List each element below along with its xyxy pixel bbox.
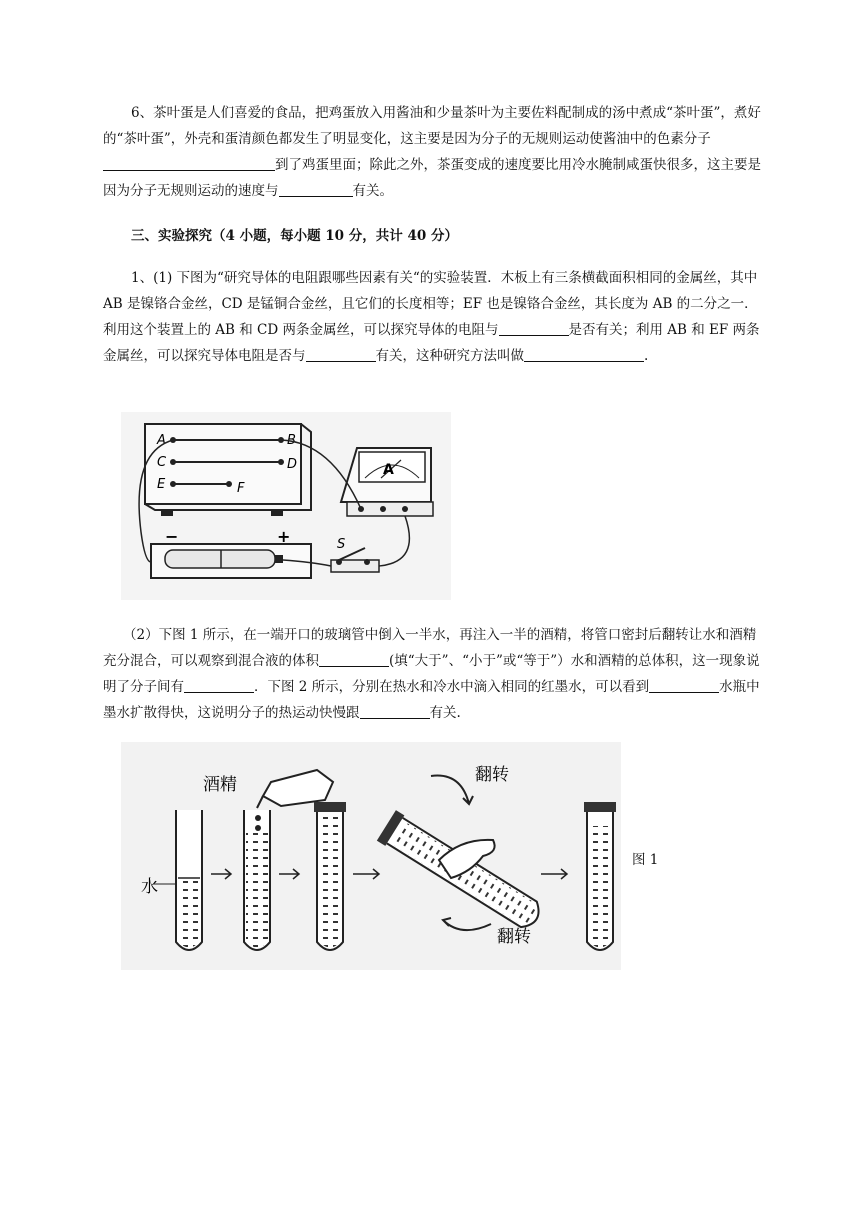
- battery-minus: −: [165, 527, 179, 546]
- q6-blank-2[interactable]: [279, 182, 353, 197]
- q1b-blank-2[interactable]: [184, 678, 254, 693]
- q6-blank-1[interactable]: [103, 156, 275, 171]
- q1a-blank-3[interactable]: [524, 347, 644, 362]
- q1b-text-5: 有关.: [429, 705, 461, 721]
- ammeter-label: A: [383, 462, 394, 478]
- switch-label: S: [337, 537, 346, 552]
- tube-2: [244, 810, 270, 950]
- label-c: C: [157, 455, 167, 470]
- q6-text-3: 有关。: [352, 183, 393, 199]
- q1b-blank-1[interactable]: [319, 652, 389, 667]
- tube-final: [584, 802, 616, 950]
- q1b-text-3: ．下图 2 所示，分别在热水和冷水中滴入相同的红墨水，可以看到: [254, 679, 650, 695]
- question-1-part-2: [103, 622, 763, 726]
- q1a-text-2: 是否有关；利用 AB 和 EF 两条金属丝，可以探究导体电阻是否与: [103, 322, 760, 364]
- question-6: [103, 100, 763, 204]
- flip-label-bottom: 翻转: [497, 927, 531, 947]
- tube-1: [176, 810, 202, 950]
- q1a-blank-2[interactable]: [306, 347, 376, 362]
- circuit-figure: [121, 412, 451, 600]
- tube-3: [314, 802, 346, 950]
- q6-text-1: 6、茶叶蛋是人们喜爱的食品，把鸡蛋放入用酱油和少量茶叶为主要佐料配制成的汤中煮成“茶叶蛋”，煮好的“茶叶蛋”，外壳和蛋清颜色都发生了明显变化，这主要是因为分子的无规则运动使酱油中的色素分子: [103, 105, 761, 147]
- label-f: F: [237, 481, 245, 496]
- label-a: A: [157, 433, 166, 448]
- q1a-blank-1[interactable]: [499, 321, 569, 336]
- q6-text-2: 到了鸡蛋里面；除此之外，茶蛋变成的速度要比用冷水腌制咸蛋快很多，这主要是因为分子无规则运动的速度与: [103, 157, 761, 199]
- ammeter: [341, 448, 433, 516]
- q1a-text-4: .: [644, 348, 649, 364]
- q1b-text-4: 水瓶中墨水扩散得快，这说明分子的热运动快慢跟: [103, 679, 760, 721]
- tube-diagram: [121, 742, 621, 970]
- section-3-heading: 三、实验探究（4 小题，每小题 10 分，共计 40 分）: [131, 228, 458, 244]
- label-d: D: [287, 457, 298, 472]
- flip-label-top: 翻转: [475, 765, 509, 785]
- battery-plus: +: [277, 527, 291, 546]
- q1b-text-1: （2）下图 1 所示，在一端开口的玻璃管中倒入一半水，再注入一半的酒精，将管口密封后翻转让水和酒精充分混合，可以观察到混合液的体积: [103, 627, 757, 669]
- q1b-blank-3[interactable]: [649, 678, 719, 693]
- circuit-diagram: [121, 412, 451, 600]
- figure-1-caption: 图 1: [632, 852, 659, 868]
- q1b-text-2: (填“大于”、“小于”或“等于”）水和酒精的总体积，这一现象说明了分子间有: [103, 653, 760, 695]
- q1a-text-1: 1、(1) 下图为“研究导体的电阻跟哪些因素有关“的实验装置．木板上有三条横截面积相同的金属丝，其中 AB 是镍铬合金丝，CD 是锰铜合金丝，且它们的长度相等；EF 也是镍铬合金丝，其长度为 AB 的二分之一．利用这个装置上的 AB 和 CD 两条金属丝，可以探究导体的电阻与: [103, 270, 758, 338]
- alcohol-label: 酒精: [203, 775, 237, 795]
- tube-figure: [121, 742, 621, 970]
- q1a-text-3: 有关，这种研究方法叫做: [375, 348, 524, 364]
- label-b: B: [287, 433, 296, 448]
- water-label: 水: [141, 877, 158, 897]
- question-1-part-1: [103, 265, 763, 369]
- q1b-blank-4[interactable]: [360, 704, 430, 719]
- label-e: E: [157, 477, 166, 492]
